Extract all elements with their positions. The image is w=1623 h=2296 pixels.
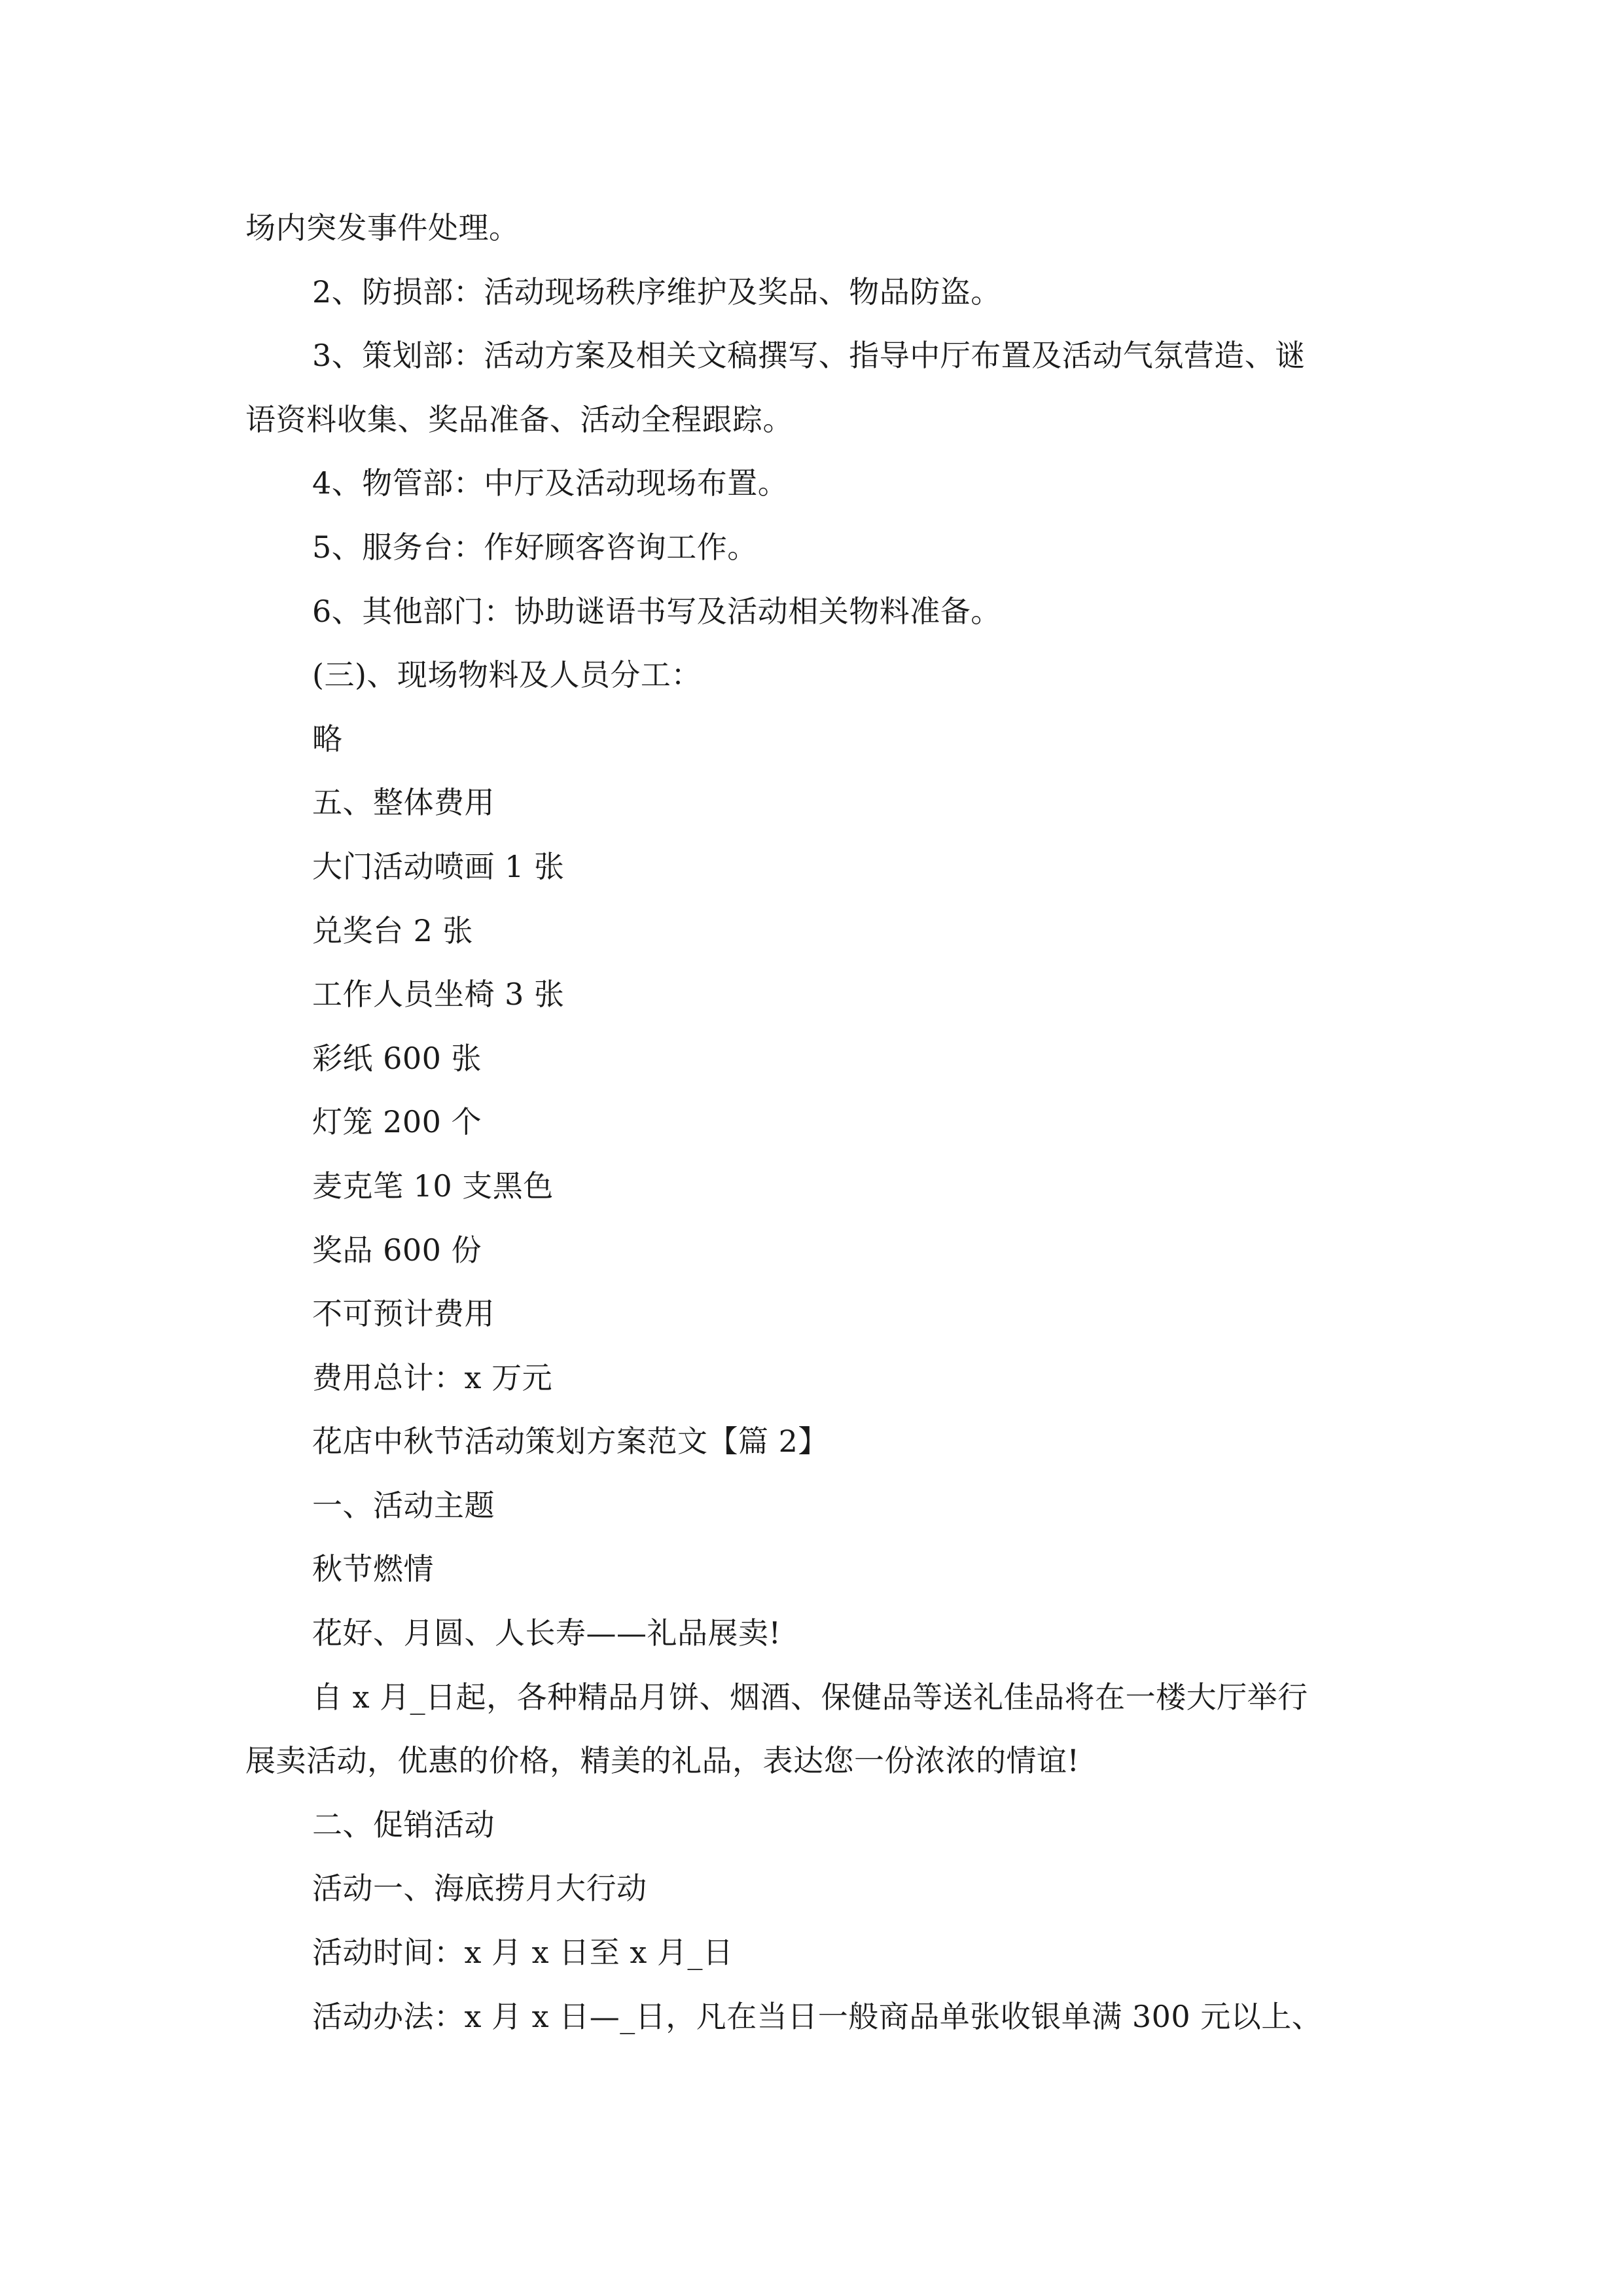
document-body xyxy=(245,196,1378,2049)
text-line: 展卖活动，优惠的价格，精美的礼品，表达您一份浓浓的情谊! xyxy=(245,1743,1080,1779)
text-line: 略 xyxy=(312,721,343,757)
text-line: 二、促销活动 xyxy=(312,1806,495,1842)
text-line: 费用总计：x 万元 xyxy=(312,1359,553,1395)
text-line: 奖品 600 份 xyxy=(312,1232,482,1268)
text-line: 5、服务台：作好顾客咨询工作。 xyxy=(312,529,758,565)
text-line: 大门活动喷画 1 张 xyxy=(312,848,565,884)
text-line: 兑奖台 2 张 xyxy=(312,912,474,948)
text-line: 五、整体费用 xyxy=(312,785,495,821)
text-line: 2、防损部：活动现场秩序维护及奖品、物品防盗。 xyxy=(312,274,1001,310)
text-line: 活动一、海底捞月大行动 xyxy=(312,1871,647,1907)
text-line: 一、活动主题 xyxy=(312,1487,495,1523)
text-line: 秋节燃情 xyxy=(312,1551,434,1587)
text-line: 3、策划部：活动方案及相关文稿撰写、指导中厅布置及活动气氛营造、谜 xyxy=(312,338,1306,374)
text-line: 语资料收集、奖品准备、活动全程跟踪。 xyxy=(245,401,793,437)
text-line: 4、物管部：中厅及活动现场布置。 xyxy=(312,465,789,501)
text-line: 麦克笔 10 支黑色 xyxy=(312,1168,554,1204)
text-line: 场内突发事件处理。 xyxy=(245,210,520,245)
text-line: 彩纸 600 张 xyxy=(312,1040,482,1076)
text-line: 灯笼 200 个 xyxy=(312,1104,482,1140)
text-line: 活动办法：x 月 x 日—_日，凡在当日一般商品单张收银单满 300 元以上、 xyxy=(312,1998,1323,2034)
text-line: 活动时间：x 月 x 日至 x 月_日 xyxy=(312,1935,734,1971)
text-line: 不可预计费用 xyxy=(312,1296,495,1332)
text-line: 工作人员坐椅 3 张 xyxy=(312,977,565,1013)
text-line: 花店中秋节活动策划方案范文【篇 2】 xyxy=(312,1424,829,1460)
text-line: 花好、月圆、人长寿——礼品展卖! xyxy=(312,1615,781,1651)
text-line: (三)、现场物料及人员分工： xyxy=(312,657,702,693)
text-line: 6、其他部门：协助谜语书写及活动相关物料准备。 xyxy=(312,593,1001,629)
text-line: 自 x 月_日起，各种精品月饼、烟酒、保健品等送礼佳品将在一楼大厅举行 xyxy=(312,1679,1308,1715)
